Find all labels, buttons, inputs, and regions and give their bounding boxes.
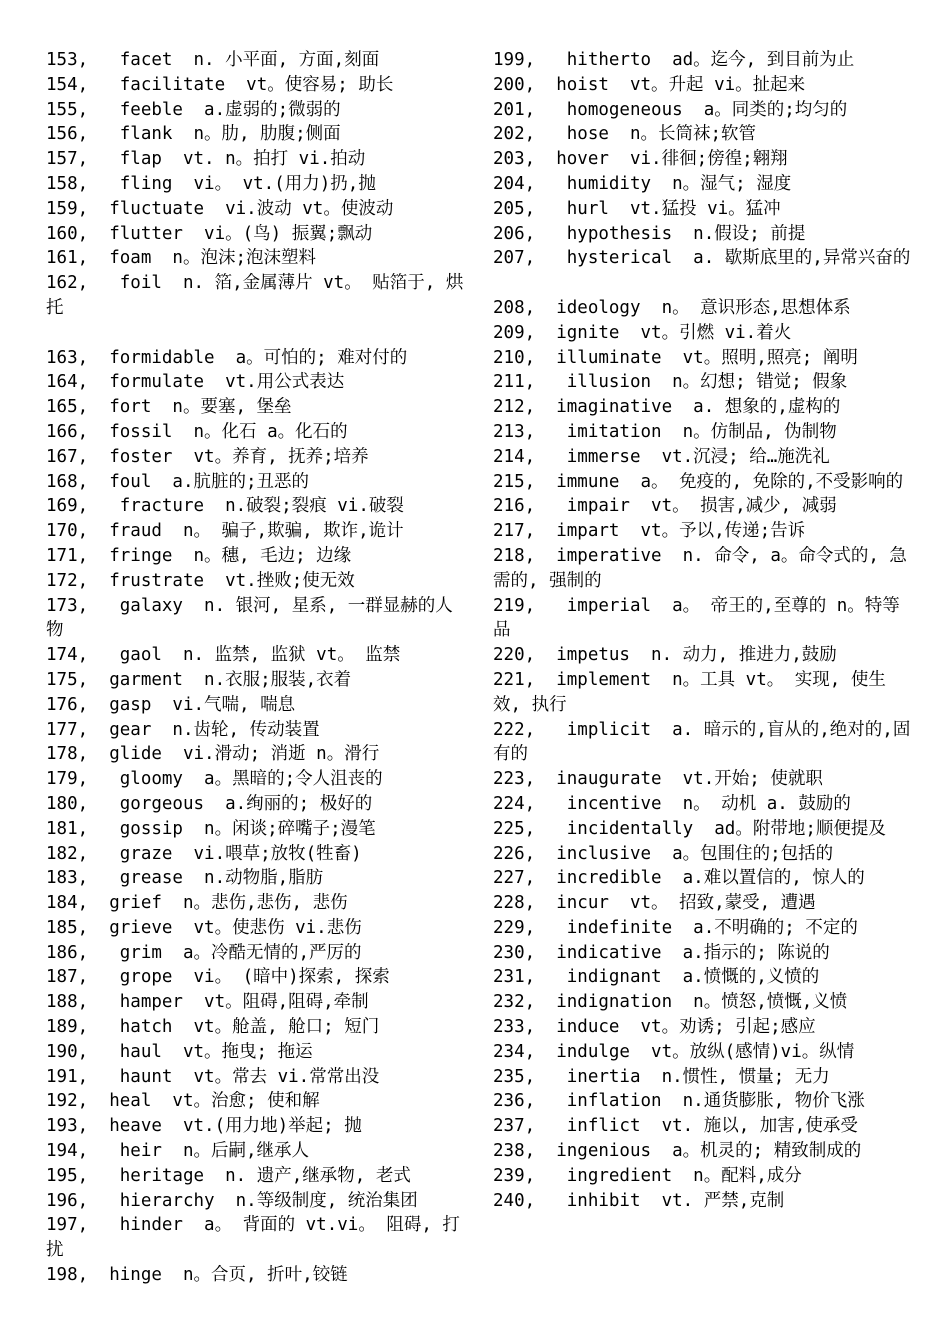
vocabulary-entry: 234, indulge vt。放纵(感情)vi。纵情	[493, 1041, 855, 1062]
vocabulary-entry: 159, fluctuate vi.波动 vt。使波动	[46, 198, 394, 219]
vocabulary-entry: 230, indicative a.指示的; 陈说的	[493, 942, 830, 963]
vocabulary-entry: 215, immune a。 免疫的, 免除的,不受影响的	[493, 471, 904, 492]
vocabulary-entry: 162, foil n. 箔,金属薄片 vt。 贴箔于, 烘托	[46, 273, 464, 318]
vocabulary-entry: 178, glide vi.滑动; 消逝 n。滑行	[46, 744, 380, 765]
vocabulary-entry: 165, fort n。要塞, 堡垒	[46, 397, 292, 418]
vocabulary-entry: 182, graze vi.喂草;放牧(牲畜)	[46, 843, 362, 864]
vocabulary-entry: 240, inhibit vt. 严禁,克制	[493, 1190, 785, 1211]
vocabulary-entry: 174, gaol n. 监禁, 监狱 vt。 监禁	[46, 645, 401, 666]
vocabulary-entry: 233, induce vt。劝诱; 引起;感应	[493, 1017, 816, 1038]
vocabulary-entry: 197, hinder a。 背面的 vt.vi。 阻碍, 打扰	[46, 1215, 460, 1261]
vocabulary-entry: 209, ignite vt。引燃 vi.着火	[493, 322, 792, 343]
vocabulary-entry: 190, haul vt。拖曳; 拖运	[46, 1041, 313, 1062]
vocabulary-entry: 180, gorgeous a.绚丽的; 极好的	[46, 793, 373, 814]
vocabulary-entry: 189, hatch vt。舱盖, 舱口; 短门	[46, 1017, 380, 1038]
vocabulary-entry: 158, fling vi。 vt.(用力)扔,抛	[46, 173, 376, 194]
vocabulary-entry: 163, formidable a。可怕的; 难对付的	[46, 347, 408, 368]
vocabulary-entry: 186, grim a。冷酷无情的,严厉的	[46, 942, 362, 963]
vocabulary-entry: 195, heritage n. 遗产,继承物, 老式	[46, 1165, 411, 1186]
vocabulary-entry: 167, foster vt。养育, 抚养;培养	[46, 446, 369, 467]
vocabulary-entry: 225, incidentally ad。附带地;顺便提及	[493, 818, 886, 839]
vocabulary-entry: 223, inaugurate vt.开始; 使就职	[493, 769, 823, 790]
vocabulary-entry: 177, gear n.齿轮, 传动装置	[46, 719, 320, 740]
vocabulary-entry: 229, indefinite a.不明确的; 不定的	[493, 917, 858, 938]
vocabulary-entry: 157, flap vt. n。拍打 vi.拍动	[46, 149, 366, 170]
vocabulary-entry: 228, incur vt。 招致,蒙受, 遭遇	[493, 893, 816, 914]
vocabulary-entry: 198, hinge n。合页, 折叶,铰链	[46, 1265, 348, 1286]
vocabulary-entry: 187, grope vi。 (暗中)探索, 探索	[46, 967, 390, 988]
vocabulary-entry: 193, heave vt.(用力地)举起; 抛	[46, 1116, 362, 1137]
vocabulary-entry: 196, hierarchy n.等级制度, 统治集团	[46, 1190, 418, 1211]
vocabulary-entry: 212, imaginative a. 想象的,虚构的	[493, 397, 841, 418]
vocabulary-entry: 168, foul a.肮脏的;丑恶的	[46, 471, 310, 492]
vocabulary-entry: 206, hypothesis n.假设; 前提	[493, 223, 806, 244]
vocabulary-entry: 172, frustrate vt.挫败;使无效	[46, 570, 355, 591]
vocabulary-entry: 217, impart vt。予以,传递;告诉	[493, 521, 806, 542]
vocabulary-entry: 216, impair vt。 损害,减少, 减弱	[493, 496, 837, 517]
vocabulary-entry: 203, hover vi.徘徊;傍徨;翱翔	[493, 149, 788, 170]
right-column	[493, 48, 913, 1213]
vocabulary-entry: 207, hysterical a. 歇斯底里的,异常兴奋的	[493, 248, 911, 269]
vocabulary-entry: 221, implement n。工具 vt。 实现, 使生效, 执行	[493, 669, 886, 715]
vocabulary-entry: 235, inertia n.惯性, 惯量; 无力	[493, 1066, 830, 1087]
vocabulary-entry: 179, gloomy a。黑暗的;令人沮丧的	[46, 769, 383, 790]
vocabulary-entry: 214, immerse vt.沉浸; 给…施洗礼	[493, 446, 830, 467]
vocabulary-entry: 199, hitherto ad。迄今, 到目前为止	[493, 50, 855, 70]
vocabulary-entry: 205, hurl vt.猛投 vi。猛冲	[493, 198, 781, 219]
vocabulary-entry: 201, homogeneous a。同类的;均匀的	[493, 99, 848, 120]
vocabulary-entry: 192, heal vt。治愈; 使和解	[46, 1091, 320, 1112]
vocabulary-entry: 204, humidity n。湿气; 湿度	[493, 173, 792, 194]
vocabulary-entry: 237, inflict vt. 施以, 加害,使承受	[493, 1116, 858, 1137]
vocabulary-entry: 238, ingenious a。机灵的; 精致制成的	[493, 1141, 862, 1162]
vocabulary-entry: 183, grease n.动物脂,脂肪	[46, 868, 324, 889]
vocabulary-entry: 224, incentive n。 动机 a. 鼓励的	[493, 793, 851, 814]
vocabulary-entry: 188, hamper vt。阻碍,阻碍,牵制	[46, 992, 369, 1013]
vocabulary-entry: 156, flank n。肋, 肋腹;侧面	[46, 124, 341, 145]
vocabulary-entry: 160, flutter vi。(鸟) 振翼;飘动	[46, 223, 373, 244]
vocabulary-entry: 166, fossil n。化石 a。化石的	[46, 421, 348, 442]
vocabulary-entry: 184, grief n。悲伤,悲伤, 悲伤	[46, 893, 348, 914]
vocabulary-entry: 171, fringe n。穗, 毛边; 边缘	[46, 545, 352, 566]
vocabulary-entry: 175, garment n.衣服;服装,衣着	[46, 669, 352, 690]
vocabulary-entry: 222, implicit a. 暗示的,盲从的,绝对的,固有的	[493, 719, 911, 765]
vocabulary-entry: 176, gasp vi.气喘, 喘息	[46, 694, 296, 715]
vocabulary-entry: 170, fraud n。 骗子,欺骗, 欺诈,诡计	[46, 521, 404, 542]
vocabulary-entry: 211, illusion n。幻想; 错觉; 假象	[493, 372, 848, 393]
left-column	[46, 48, 466, 1288]
vocabulary-entry: 239, ingredient n。配料,成分	[493, 1165, 802, 1186]
vocabulary-entry: 226, inclusive a。包围住的;包括的	[493, 843, 834, 864]
vocabulary-entry: 161, foam n。泡沫;泡沫塑料	[46, 248, 317, 269]
vocabulary-entry: 154, facilitate vt。使容易; 助长	[46, 74, 394, 95]
vocabulary-entry: 231, indignant a.愤慨的,义愤的	[493, 967, 820, 988]
vocabulary-entry: 219, imperial a。 帝王的,至尊的 n。特等品	[493, 595, 900, 641]
vocabulary-entry: 173, galaxy n. 银河, 星系, 一群显赫的人物	[46, 595, 453, 641]
vocabulary-entry: 210, illuminate vt。照明,照亮; 阐明	[493, 347, 858, 368]
vocabulary-entry: 164, formulate vt.用公式表达	[46, 372, 345, 393]
vocabulary-entry: 200, hoist vt。升起 vi。扯起来	[493, 74, 806, 95]
vocabulary-entry: 185, grieve vt。使悲伤 vi.悲伤	[46, 917, 362, 938]
vocabulary-entry: 213, imitation n。仿制品, 伪制物	[493, 421, 837, 442]
vocabulary-entry: 236, inflation n.通货膨胀, 物价飞涨	[493, 1091, 865, 1112]
vocabulary-entry: 169, fracture n.破裂;裂痕 vi.破裂	[46, 496, 404, 517]
vocabulary-entry: 218, imperative n. 命令, a。命令式的, 急需的, 强制的	[493, 545, 907, 591]
vocabulary-entry: 194, heir n。后嗣,继承人	[46, 1141, 310, 1162]
vocabulary-entry: 208, ideology n。 意识形态,思想体系	[493, 297, 851, 318]
vocabulary-entry: 220, impetus n. 动力, 推进力,鼓励	[493, 645, 837, 666]
vocabulary-entry: 227, incredible a.难以置信的, 惊人的	[493, 868, 865, 889]
vocabulary-entry: 181, gossip n。闲谈;碎嘴子;漫笔	[46, 818, 376, 839]
vocabulary-entry: 232, indignation n。愤怒,愤慨,义愤	[493, 992, 848, 1013]
vocabulary-entry: 191, haunt vt。常去 vi.常常出没	[46, 1066, 380, 1087]
vocabulary-entry: 202, hose n。长筒袜;软管	[493, 124, 757, 145]
vocabulary-entry: 153, facet n. 小平面, 方面,刻面	[46, 50, 380, 70]
vocabulary-entry: 155, feeble a.虚弱的;微弱的	[46, 99, 341, 120]
